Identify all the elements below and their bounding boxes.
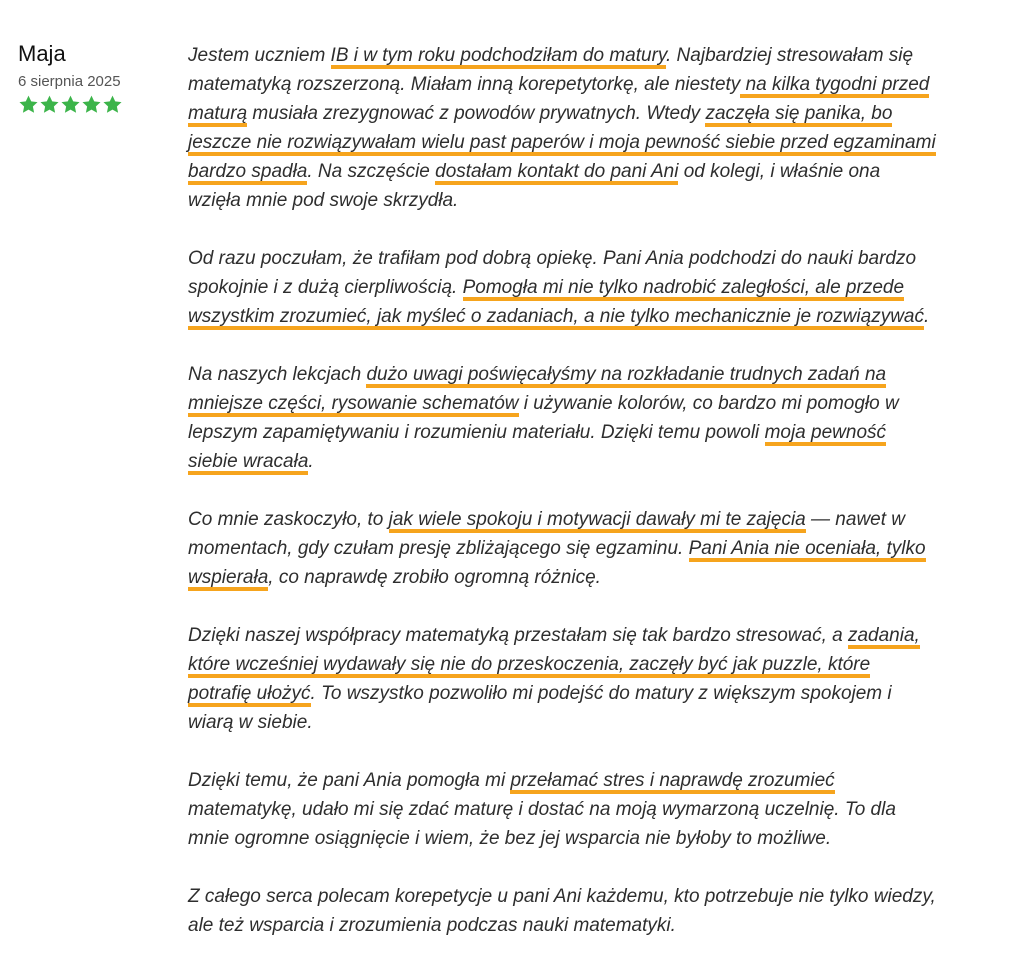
star-icon <box>81 94 102 115</box>
review-date: 6 sierpnia 2025 <box>18 73 121 90</box>
text-segment: Dzięki temu, że pani Ania pomogła mi <box>188 770 511 791</box>
text-segment: musiała zrezygnować z powodów prywatnych. Wtedy <box>247 103 706 124</box>
reviewer-name: Maja <box>18 41 66 66</box>
text-segment: . Najbardziej stresowałam się matematyką rozszerzoną. Miałam inną korepetytorkę, ale niestety <box>188 45 914 95</box>
highlighted-phrase: moja pewność siebie wracała <box>188 422 886 475</box>
highlighted-phrase: dostałam kontakt do pani Ani <box>435 161 678 185</box>
text-segment: od kolegi, i właśnie ona wzięła mnie pod swoje skrzydła. <box>188 161 881 211</box>
text-segment: Na naszych lekcjach <box>188 364 367 385</box>
text-segment: . Na szczęście <box>307 161 436 182</box>
highlighted-phrase: zadania, które wcześniej wydawały się nie do przeskoczenia, zaczęły być jak puzzle, które potrafię ułożyć <box>188 625 920 707</box>
text-segment: Z całego serca polecam korepetycje u pani Ani każdemu, kto potrzebuje nie tylko wiedzy, ale też wsparcia i zrozumienia podczas nauki matematyki. <box>188 886 936 936</box>
text-segment: . <box>923 306 930 327</box>
text-segment: — nawet w momentach, gdy czułam presję zbliżającego się egzaminu. <box>188 509 906 559</box>
highlighted-phrase: przełamać stres i naprawdę zrozumieć <box>510 770 834 794</box>
review-paragraph <box>188 244 938 331</box>
text-segment: . <box>308 451 314 472</box>
review-paragraph <box>188 505 938 592</box>
text-segment: Jestem uczniem <box>188 45 331 66</box>
review-paragraph <box>188 882 938 940</box>
text-segment: Co mnie zaskoczyło, to <box>188 509 389 530</box>
text-segment: Od razu poczułam, że trafiłam pod dobrą opiekę. Pani Ania podchodzi do nauki bardzo spokojnie i z dużą cierpliwością. <box>188 248 917 298</box>
review-paragraph <box>188 766 938 853</box>
star-icon <box>39 94 60 115</box>
highlighted-phrase: Pomogła mi nie tylko nadrobić zaległości, ale przede wszystkim zrozumieć, jak myśleć o zadaniach, a nie tylko mechanicznie je rozwiązywać <box>188 277 924 330</box>
highlighted-phrase: na kilka tygodni przed maturą <box>188 74 929 127</box>
review-text <box>188 41 938 940</box>
text-segment: . To wszystko pozwoliło mi podejść do matury z większym spokojem i wiarą w siebie. <box>188 683 892 733</box>
star-icon <box>18 94 39 115</box>
text-segment: , co naprawdę zrobiło ogromną różnicę. <box>268 567 601 588</box>
review-paragraph <box>188 360 938 476</box>
star-icon <box>60 94 81 115</box>
star-icon <box>102 94 123 115</box>
highlighted-phrase: IB i w tym roku podchodziłam do matury <box>331 45 666 69</box>
highlighted-phrase: jak wiele spokoju i motywacji dawały mi te zajęcia <box>389 509 806 533</box>
highlighted-phrase: zaczęła się panika, bo jeszcze nie rozwiązywałam wielu past paperów i moja pewność siebie przed egzaminami bardzo spadła <box>188 103 936 185</box>
highlighted-phrase: Pani Ania nie oceniała, tylko wspierała <box>188 538 926 591</box>
text-segment: matematykę, udało mi się zdać maturę i dostać na moją wymarzoną uczelnię. To dla mnie ogromne osiągnięcie i wiem, że bez jej wsparcia nie byłoby to możliwe. <box>188 799 896 849</box>
text-segment: Dzięki naszej współpracy matematyką przestałam się tak bardzo stresować, a <box>188 625 848 646</box>
highlighted-phrase: dużo uwagi poświęcałyśmy na rozkładanie trudnych zadań na mniejsze części, rysowanie schematów <box>188 364 886 417</box>
review-paragraph <box>188 621 938 737</box>
star-rating <box>18 94 168 115</box>
review-paragraph <box>188 41 938 215</box>
reviewer-panel <box>18 40 168 115</box>
text-segment: i używanie kolorów, co bardzo mi pomogło w lepszym zapamiętywaniu i rozumieniu materiału. Dzięki temu powoli <box>188 393 899 443</box>
